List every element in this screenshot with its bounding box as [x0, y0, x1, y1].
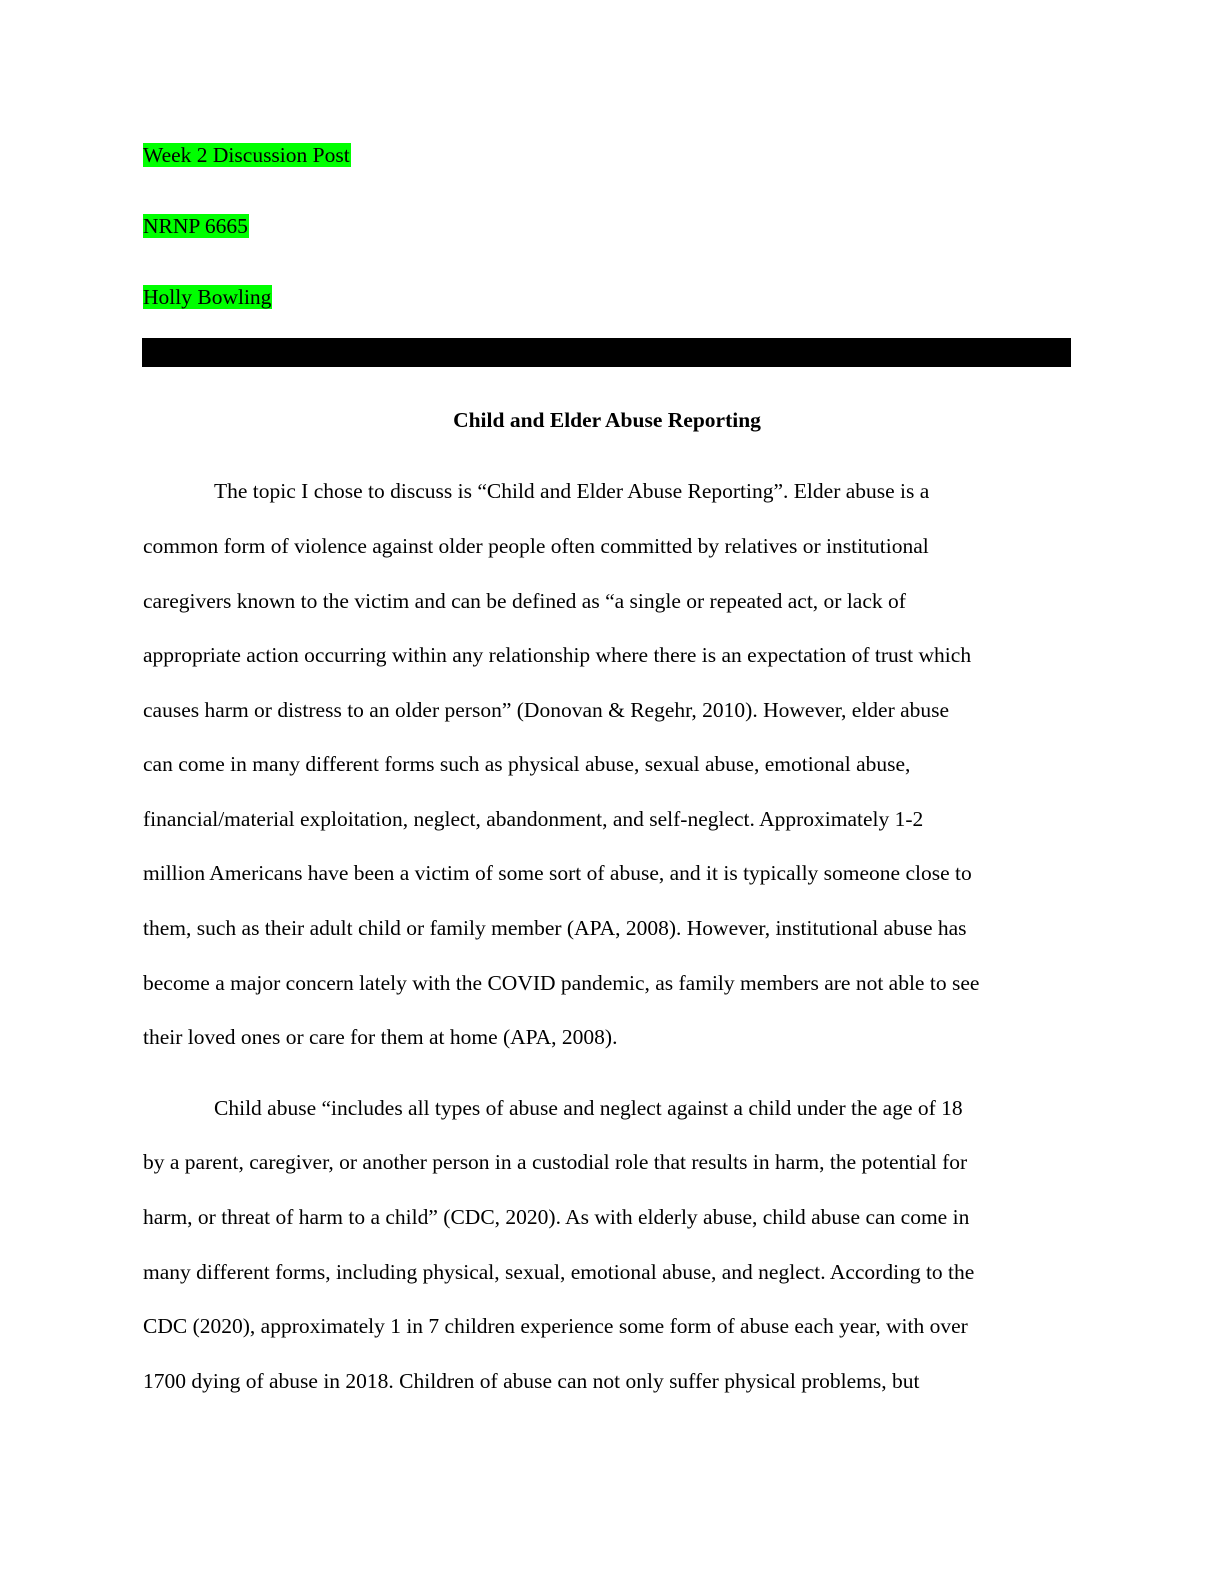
paragraph-1-line: causes harm or distress to an older person” (Donovan & Regehr, 2010). However, elder abuse [143, 698, 950, 722]
assignment-line [143, 141, 351, 170]
paragraph-1-line: them, such as their adult child or family member (APA, 2008). However, institutional abuse has [143, 916, 967, 940]
paragraph-2-line: 1700 dying of abuse in 2018. Children of abuse can not only suffer physical problems, but [143, 1369, 920, 1393]
assignment-text: Week 2 Discussion Post [143, 143, 350, 167]
redaction-bar [142, 338, 1071, 367]
paragraph-1-line: The topic I chose to discuss is “Child and Elder Abuse Reporting”. Elder abuse is a [214, 479, 930, 503]
document-title: Child and Elder Abuse Reporting [453, 408, 761, 432]
paragraph-1-line: caregivers known to the victim and can be defined as “a single or repeated act, or lack of [143, 589, 906, 613]
paragraph-1-line: become a major concern lately with the COVID pandemic, as family members are not able to see [143, 971, 980, 995]
paragraph-1-line: common form of violence against older people often committed by relatives or institutional [143, 534, 929, 558]
course-line [143, 212, 249, 241]
paragraph-2-line: CDC (2020), approximately 1 in 7 children experience some form of abuse each year, with over [143, 1314, 968, 1338]
paragraph-1-line: appropriate action occurring within any relationship where there is an expectation of trust which [143, 643, 972, 667]
paragraph-2-line: harm, or threat of harm to a child” (CDC, 2020). As with elderly abuse, child abuse can come in [143, 1205, 970, 1229]
paragraph-2-line: Child abuse “includes all types of abuse and neglect against a child under the age of 18 [214, 1096, 963, 1120]
paragraph-1-line: financial/material exploitation, neglect, abandonment, and self-neglect. Approximately 1-2 [143, 807, 924, 831]
author-line [143, 283, 272, 312]
paragraph-1-line: million Americans have been a victim of some sort of abuse, and it is typically someone close to [143, 861, 972, 885]
author-text: Holly Bowling [143, 285, 272, 309]
paragraph-2-line: many different forms, including physical, sexual, emotional abuse, and neglect. According to the [143, 1260, 975, 1284]
paragraph-1-line: can come in many different forms such as physical abuse, sexual abuse, emotional abuse, [143, 752, 911, 776]
paragraph-1-line: their loved ones or care for them at home (APA, 2008). [143, 1025, 618, 1049]
course-text: NRNP 6665 [143, 214, 248, 238]
paragraph-2-line: by a parent, caregiver, or another person in a custodial role that results in harm, the potential for [143, 1150, 968, 1174]
